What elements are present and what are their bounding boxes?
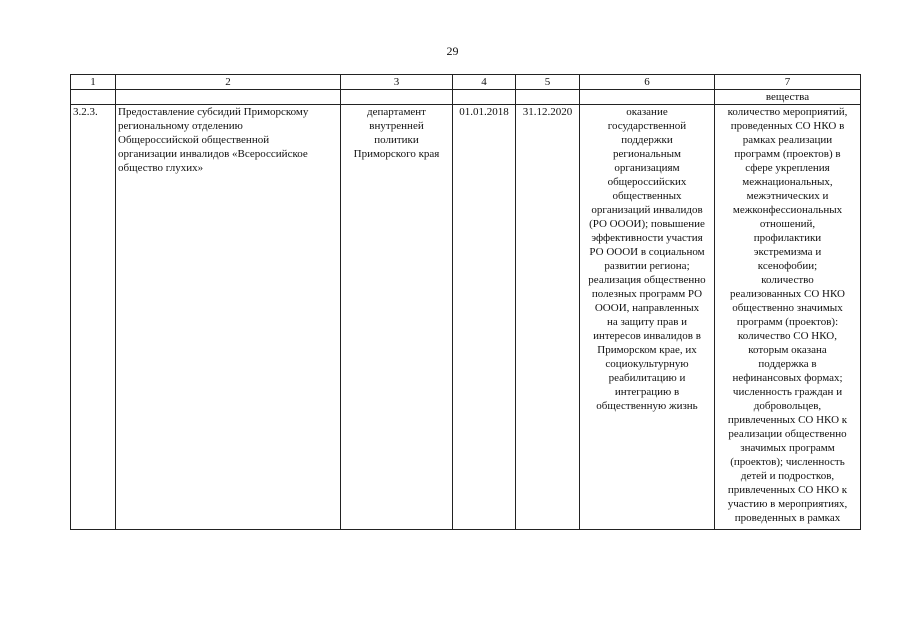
header-col-4: 4: [453, 75, 516, 90]
continuation-cell-3: [341, 90, 453, 105]
header-col-5: 5: [516, 75, 580, 90]
continuation-cell-7: вещества: [715, 90, 861, 105]
table-row: [71, 105, 861, 530]
continuation-cell-5: [516, 90, 580, 105]
executor: департамент внутренней политики Приморского края: [341, 105, 453, 530]
end-date: 31.12.2020: [516, 105, 580, 530]
continuation-cell-1: [71, 90, 116, 105]
continuation-cell-2: [116, 90, 341, 105]
continuation-cell-6: [580, 90, 715, 105]
measure-name: Предоставление субсидий Приморскому региональному отделению Общероссийской общественной организации инвалидов «Всероссийское общество глухих»: [116, 105, 341, 530]
row-number: 3.2.3.: [71, 105, 116, 530]
program-table: [70, 74, 861, 530]
continuation-row: [71, 90, 861, 105]
header-col-2: 2: [116, 75, 341, 90]
header-row: [71, 75, 861, 90]
indicators: количество мероприятий, проведенных СО НКО в рамках реализации программ (проектов) в сфере укрепления межнациональных, межэтнических и межконфессиональных отношений, профилактики экстремизма и ксенофобии; количество реализованных СО НКО общественно значимых программ (проектов): количество СО НКО, которым оказана поддержка в нефинансовых формах; численность граждан и добровольцев, привлеченных СО НКО к реализации общественно значимых программ (проектов); численность детей и подростков, привлеченных СО НКО к участию в мероприятиях, проведенных в рамках: [715, 105, 861, 530]
expected-result: оказание государственной поддержки региональным организациям общероссийских общественных организаций инвалидов (РО ОООИ); повышение эффективности участия РО ОООИ в социальном развитии региона; реализация общественно полезных программ РО ОООИ, направленных на защиту прав и интересов инвалидов в Приморском крае, их социокультурную реабилитацию и интеграцию в общественную жизнь: [580, 105, 715, 530]
start-date: 01.01.2018: [453, 105, 516, 530]
header-col-3: 3: [341, 75, 453, 90]
header-col-7: 7: [715, 75, 861, 90]
continuation-cell-4: [453, 90, 516, 105]
header-col-6: 6: [580, 75, 715, 90]
header-col-1: 1: [71, 75, 116, 90]
page-number: 29: [446, 44, 459, 58]
